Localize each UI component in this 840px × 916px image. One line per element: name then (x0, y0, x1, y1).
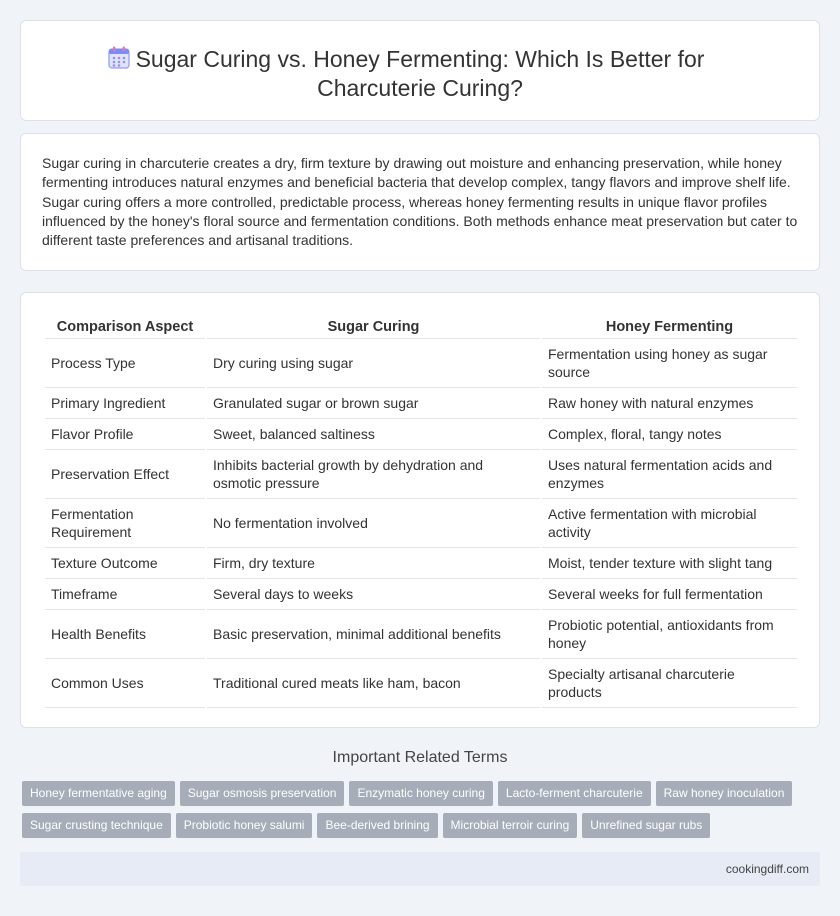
column-header-sugar-curing: Sugar Curing (207, 313, 540, 339)
table-cell-honey: Raw honey with natural enzymes (542, 388, 797, 419)
table-cell-aspect: Texture Outcome (45, 548, 205, 579)
table-row (45, 659, 797, 708)
table-cell-aspect: Flavor Profile (45, 419, 205, 450)
page-title-wrap (21, 45, 819, 103)
table-cell-honey: Uses natural fermentation acids and enzymes (542, 450, 797, 499)
table-cell-aspect: Primary Ingredient (45, 388, 205, 419)
table-cell-honey: Several weeks for full fermentation (542, 579, 797, 610)
table-cell-sugar: Inhibits bacterial growth by dehydration and osmotic pressure (207, 450, 540, 499)
table-cell-sugar: Dry curing using sugar (207, 339, 540, 388)
related-tag[interactable]: Microbial terroir curing (443, 813, 578, 838)
related-terms-tags (22, 781, 822, 845)
table-row (45, 339, 797, 388)
intro-card (20, 133, 820, 271)
table-cell-aspect: Preservation Effect (45, 450, 205, 499)
table-row (45, 450, 797, 499)
column-header-honey-fermenting: Honey Fermenting (542, 313, 797, 339)
related-tag[interactable]: Enzymatic honey curing (349, 781, 492, 806)
table-row (45, 419, 797, 450)
table-cell-sugar: Firm, dry texture (207, 548, 540, 579)
related-tag[interactable]: Sugar crusting technique (22, 813, 171, 838)
comparison-table (43, 313, 799, 708)
intro-paragraph: Sugar curing in charcuterie creates a dry, firm texture by drawing out moisture and enhancing preservation, while honey fermenting introduces natural enzymes and beneficial bacteria that develop complex, tangy flavors and improve shelf life. Sugar curing offers a more controlled, predictable process, whereas honey fermenting results in unique flavor profiles influenced by the honey's floral source and fermentation conditions. Both methods enhance meat preservation but cater to different taste preferences and artisanal traditions. (42, 155, 798, 249)
page-title (110, 45, 730, 103)
table-cell-aspect: Fermentation Requirement (45, 499, 205, 548)
header-card (20, 20, 820, 121)
comparison-table-card (20, 292, 820, 728)
table-row (45, 610, 797, 659)
table-cell-sugar: Several days to weeks (207, 579, 540, 610)
table-cell-sugar: Traditional cured meats like ham, bacon (207, 659, 540, 708)
footer-site-link[interactable]: cookingdiff.com (725, 862, 809, 876)
related-tag[interactable]: Honey fermentative aging (22, 781, 175, 806)
related-tag[interactable]: Probiotic honey salumi (176, 813, 313, 838)
table-cell-honey: Active fermentation with microbial activity (542, 499, 797, 548)
table-cell-aspect: Common Uses (45, 659, 205, 708)
table-row (45, 499, 797, 548)
table-row (45, 388, 797, 419)
related-tag[interactable]: Lacto-ferment charcuterie (498, 781, 651, 806)
table-cell-honey: Moist, tender texture with slight tang (542, 548, 797, 579)
table-cell-honey: Specialty artisanal charcuterie products (542, 659, 797, 708)
table-cell-aspect: Timeframe (45, 579, 205, 610)
related-tag[interactable]: Bee-derived brining (317, 813, 437, 838)
table-cell-sugar: Basic preservation, minimal additional benefits (207, 610, 540, 659)
column-header-aspect: Comparison Aspect (45, 313, 205, 339)
table-cell-honey: Fermentation using honey as sugar source (542, 339, 797, 388)
table-cell-aspect: Health Benefits (45, 610, 205, 659)
table-cell-sugar: No fermentation involved (207, 499, 540, 548)
table-row (45, 548, 797, 579)
page-title-text: Sugar Curing vs. Honey Fermenting: Which Is Better for Charcuterie Curing? (135, 46, 705, 101)
table-cell-sugar: Sweet, balanced saltiness (207, 419, 540, 450)
related-terms-title: Important Related Terms (332, 749, 508, 766)
table-cell-sugar: Granulated sugar or brown sugar (207, 388, 540, 419)
table-cell-honey: Complex, floral, tangy notes (542, 419, 797, 450)
related-tag[interactable]: Raw honey inoculation (656, 781, 793, 806)
table-header-row (45, 313, 797, 339)
table-cell-honey: Probiotic potential, antioxidants from honey (542, 610, 797, 659)
related-tag[interactable]: Sugar osmosis preservation (180, 781, 345, 806)
footer (20, 852, 820, 886)
related-tag[interactable]: Unrefined sugar rubs (582, 813, 710, 838)
table-row (45, 579, 797, 610)
table-cell-aspect: Process Type (45, 339, 205, 388)
